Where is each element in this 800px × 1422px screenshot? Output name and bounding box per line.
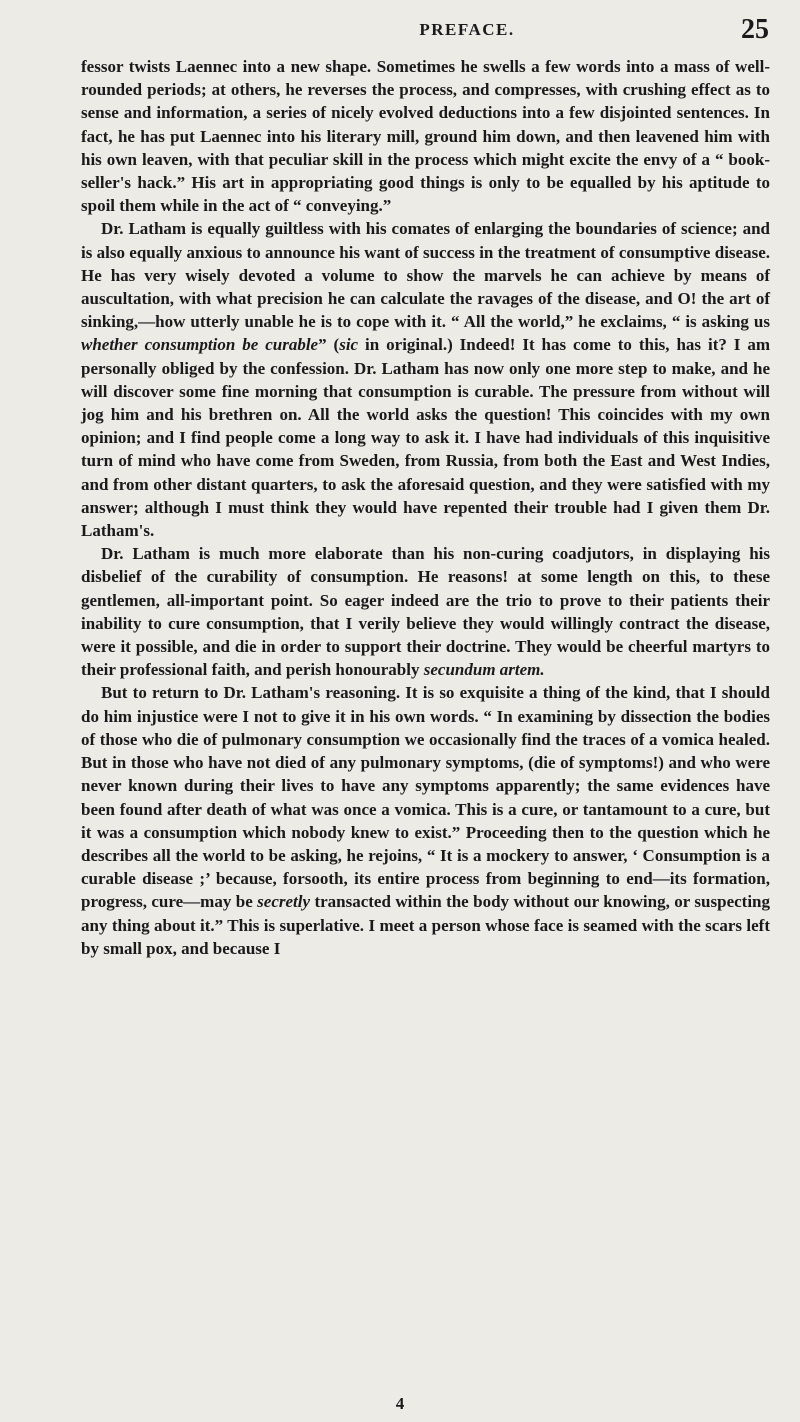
paragraph-text: transacted within the body without our knowing, or suspecting any thing about it.” This is superlative. I meet a person whose face is seamed with the scars left by small pox, and because I [81,892,770,958]
paragraph-text: Dr. Latham is much more elaborate than his non-curing coadjutors, in displaying his disbelief of the curability of consumption. He reasons! at some length on this, to these gentlemen, all-important point. So eager indeed are the trio to prove to their patients their inability to cure consumption, that I verily believe they would willingly contract the disease, were it possible, and die in order to support their doctrine. They would be cheerful martyrs to their professional faith, and perish honourably [81,544,770,680]
running-head-title: PREFACE. [419,20,515,39]
paragraph [81,542,770,681]
italic-text: whether consumption be curable [81,335,319,355]
paragraph-text: in original.) Indeed! It has come to this, has it? I am personally obliged by the confession. Dr. Latham has now only one more step to make, and he will discover some fine morning that consumption is curable. The pressure from without will jog him and his brethren on. All the world asks the question! This coincides with my own opinion; and I find people come a long way to ask it. I have had individuals of this inquisitive turn of mind who have come from Sweden, from Russia, from both the East and West Indies, and from other distant quarters, to ask the aforesaid question, and they were satisfied with my answer; although I must think they would have repented their trouble had I given them Dr. Latham's. [81,335,770,541]
paragraph-text: But to return to Dr. Latham's reasoning. It is so exquisite a thing of the kind, that I should do him injustice were I not to give it in his own words. “ In examining by dissection the bodies of those who die of pulmonary consumption we occasionally find the traces of a vomica healed. But in those who have not died of any pulmonary symptoms, (die of symptoms!) and who were never known during their lives to have any symptoms apparently; the same evidences have been found after death of what was once a vomica. This is a cure, or tantamount to a cure, but it was a consumption which nobody knew to exist.” Proceeding then to the question which he describes all the world to be asking, he rejoins, “ It is a mockery to answer, ‘ Consumption is a curable disease ;’ because, forsooth, its entire process from beginning to end—its formation, progress, cure—may be [81,683,770,912]
paragraph-text: fessor twists Laennec into a new shape. Sometimes he swells a few words into a mass of well-rounded periods; at others, he reverses the process, and compresses, with crushing effect as to sense and information, a series of nicely evolved deductions into a few disjointed sentences. In fact, he has put Laennec into his literary mill, ground him down, and then leavened him with his own leaven, with that peculiar skill in the process which might excite the envy of a “ book-seller's hack.” His art in appropriating good things is only to be equalled by his aptitude to spoil them while in the act of “ conveying.” [81,57,770,216]
paragraph-text: ” ( [318,335,340,355]
running-head [83,14,783,48]
paragraph [81,681,770,959]
italic-text: secretly [257,892,311,912]
signature-mark: 4 [395,1394,405,1413]
page-number: 25 [741,14,769,45]
paragraph-text: Dr. Latham is equally guiltless with his comates of enlarging the boundaries of science; and is also equally anxious to announce his want of success in the treatment of consumptive disease. He has very wisely devoted a volume to show the marvels he can achieve by means of auscultation, with what precision he can calculate the ravages of the disease, and O! the art of sinking,—how utterly unable he is to cope with it. “ All the world,” he exclaims, “ is asking us [81,219,770,332]
paragraph [81,217,770,542]
italic-text: secundum artem. [423,660,545,680]
italic-text: sic [339,335,359,355]
body-text [81,55,770,960]
paragraph [81,55,770,217]
